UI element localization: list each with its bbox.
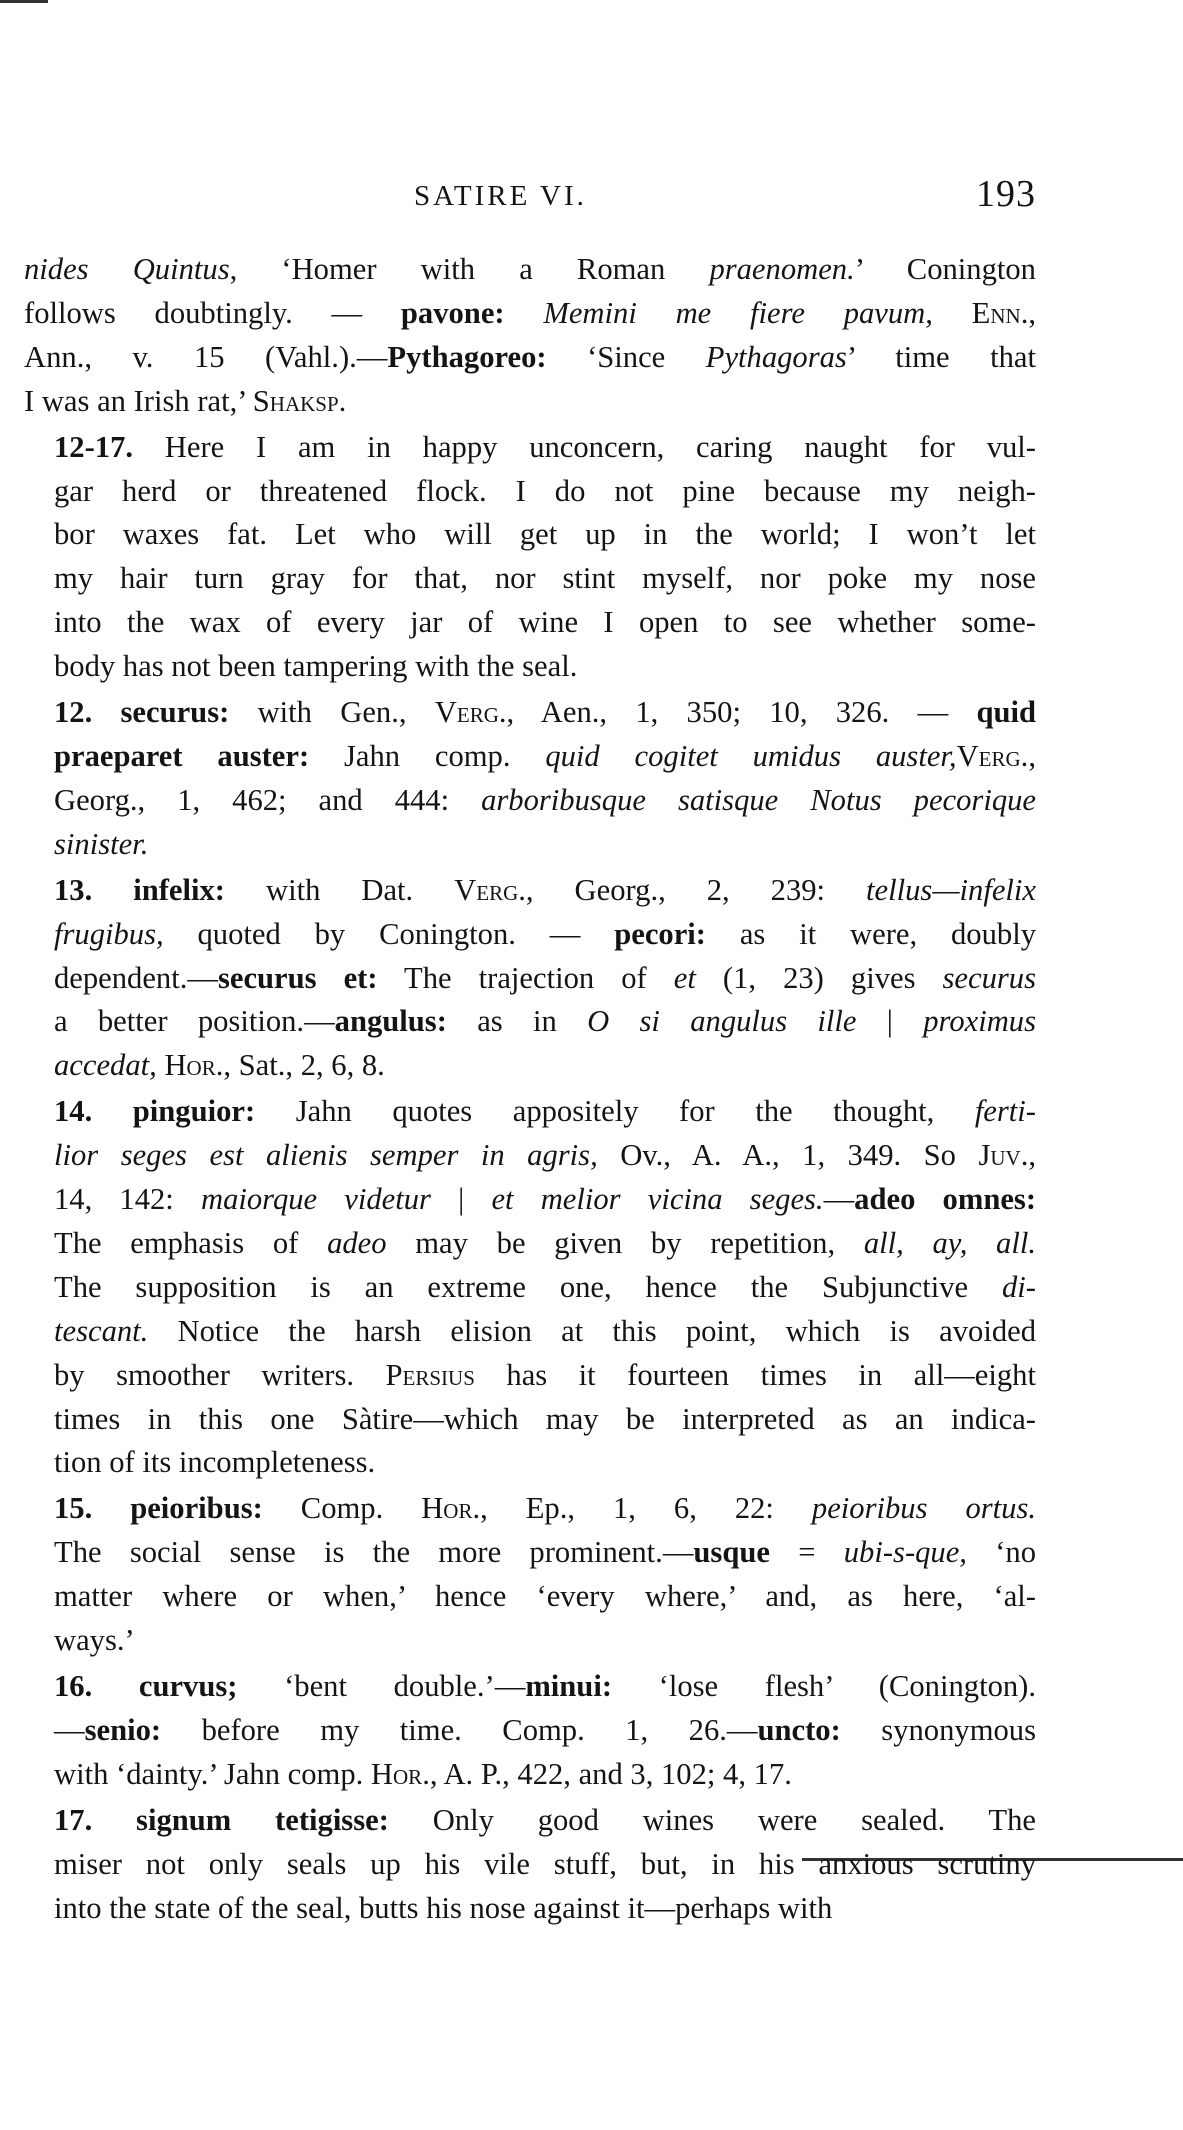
text-run: The emphasis of: [54, 1225, 328, 1260]
italic-quotation: lior seges est alienis semper in agris,: [54, 1138, 598, 1173]
lemma-bold: 12-17.: [54, 429, 134, 464]
lemma-bold: praeparet auster:: [54, 738, 310, 773]
text-line: [24, 1709, 1036, 1753]
text-run: ,: [1028, 1138, 1036, 1173]
paragraph-continued: [24, 248, 1036, 424]
text-run: ,: [1028, 295, 1036, 330]
running-title: SATIRE VI.: [414, 180, 587, 212]
text-run: into the state of the seal, butts his nose against it—perhaps with: [54, 1890, 833, 1925]
italic-quotation: nides Quintus: [24, 252, 230, 286]
text-line: [24, 1044, 1036, 1088]
text-run: before my time. Comp. 1, 26.—: [161, 1712, 758, 1747]
paragraph-note-13: [24, 869, 1036, 1089]
text-run: as it were, doubly: [706, 916, 1036, 951]
text-line: [24, 823, 1036, 867]
text-run: gar herd or threatened flock. I do not pine because my neigh-: [54, 473, 1036, 508]
text-line: [24, 1090, 1036, 1134]
text-line: [24, 1665, 1036, 1709]
text-run: Jahn quotes appositely for the thought,: [255, 1094, 975, 1129]
text-line: [24, 1266, 1036, 1310]
running-head: [24, 173, 1036, 222]
text-line: [24, 645, 1036, 689]
lemma-bold: usque: [693, 1535, 770, 1570]
lemma-bold: 17. signum tetigisse:: [54, 1802, 389, 1837]
author-citation: Shaksp.: [252, 383, 347, 418]
text-line: [24, 601, 1036, 645]
text-line: [24, 426, 1036, 470]
text-run: Georg., 1, 462; and 444:: [54, 782, 482, 817]
text-run: The trajection of: [377, 960, 674, 995]
text-line: [24, 1843, 1036, 1887]
book-page: [24, 0, 1036, 2130]
text-run: (1, 23) gives: [695, 960, 943, 995]
lemma-bold: adeo omnes:: [854, 1182, 1037, 1217]
lemma-bold: angulus:: [334, 1004, 447, 1039]
italic-quotation: di-: [1002, 1269, 1036, 1304]
paragraph-note-17: [24, 1799, 1036, 1931]
text-line: [24, 779, 1036, 823]
text-run: |: [856, 1004, 924, 1039]
text-run: The social sense is the more prominent.—: [54, 1535, 694, 1570]
text-line: [24, 1134, 1036, 1178]
text-run: dependent.—: [54, 960, 218, 995]
text-run: has it fourteen times in all—eight: [474, 1357, 1036, 1392]
author-citation: Hor.: [421, 1491, 481, 1526]
text-run: with Gen.,: [229, 695, 435, 730]
text-line: [24, 380, 1036, 424]
text-run: a better position.—: [54, 1004, 335, 1039]
text-run: as in: [446, 1004, 588, 1039]
text-run: tion of its incompleteness.: [54, 1445, 376, 1480]
author-citation: Verg.: [454, 872, 526, 907]
text-run: body has not been tampering with the seal.: [54, 649, 578, 684]
italic-quotation: et: [673, 960, 696, 995]
text-run: —: [823, 1182, 855, 1217]
italic-quotation: Memini me fiere pavum,: [543, 295, 933, 330]
text-run: my hair turn gray for that, nor stint myself, nor poke my nose: [54, 561, 1036, 596]
lemma-bold: quid: [976, 695, 1036, 730]
paragraph-note-15: [24, 1487, 1036, 1663]
lemma-bold: 12. securus:: [54, 695, 230, 730]
text-run: [505, 296, 544, 330]
text-line: [24, 1178, 1036, 1222]
text-run: , ‘Homer with a Roman: [229, 252, 710, 286]
italic-quotation: proximus: [923, 1004, 1036, 1039]
text-line: [24, 248, 1036, 292]
italic-quotation: all, ay, all.: [863, 1225, 1037, 1260]
text-run: ‘Since: [546, 339, 706, 374]
text-run: bor waxes fat. Let who will get up in the world; I won’t let: [54, 517, 1036, 552]
text-line: [24, 869, 1036, 913]
text-line: [24, 1799, 1036, 1843]
lemma-bold: uncto:: [757, 1712, 841, 1747]
text-run: Only good wines were sealed. The: [388, 1802, 1036, 1837]
text-run: , Ep., 1, 6, 22:: [480, 1491, 812, 1526]
italic-quotation: peioribus ortus.: [811, 1491, 1036, 1526]
paragraph-note-16: [24, 1665, 1036, 1797]
lemma-bold: 15. peioribus:: [54, 1491, 263, 1526]
italic-quotation: arboribusque satisque Notus pecorique: [481, 782, 1037, 817]
text-run: by smoother writers.: [54, 1357, 386, 1392]
text-run: ,: [1028, 738, 1036, 773]
text-run: , Georg., 2, 239:: [525, 872, 867, 907]
text-run: miser not only seals up his vile stuff, but, in his anxious scrutiny: [54, 1846, 1036, 1881]
text-line: [24, 336, 1036, 380]
lemma-bold: pecori:: [614, 916, 706, 951]
author-citation: Enn.: [971, 295, 1029, 330]
text-run: quoted by Conington. —: [163, 916, 615, 951]
text-run: ways.’: [54, 1623, 135, 1658]
text-run: Notice the harsh elision at this point, which is avoided: [148, 1313, 1036, 1348]
text-run: [933, 296, 972, 330]
text-line: [24, 1487, 1036, 1531]
text-run: ‘bent double.’—: [237, 1669, 526, 1703]
paragraph-note-12: [24, 691, 1036, 867]
text-line: [24, 470, 1036, 514]
lemma-bold: Pythagoreo:: [387, 339, 547, 374]
text-line: [24, 1619, 1036, 1663]
text-line: [24, 292, 1036, 336]
text-line: [24, 1531, 1036, 1575]
text-line: [24, 1753, 1036, 1797]
text-run: , Sat., 2, 6, 8.: [223, 1048, 385, 1083]
text-run: , A. P., 422, and 3, 102; 4, 17.: [429, 1756, 792, 1791]
text-line: [24, 957, 1036, 1001]
text-run: —: [54, 1712, 85, 1747]
text-run: matter where or when,’ hence ‘every where,’ and, as here, ‘al-: [54, 1579, 1036, 1614]
text-line: [24, 1575, 1036, 1619]
lemma-bold: senio:: [84, 1712, 162, 1747]
text-line: [24, 735, 1036, 779]
text-run: synonymous: [840, 1712, 1036, 1747]
italic-quotation: adeo: [327, 1225, 387, 1260]
text-run: Ov., A. A., 1, 349. So: [597, 1138, 979, 1173]
italic-quotation: sinister.: [54, 826, 149, 861]
author-citation: Persius: [385, 1357, 475, 1392]
italic-quotation: O si angulus ille: [587, 1004, 857, 1039]
text-line: [24, 1398, 1036, 1442]
text-line: [24, 1354, 1036, 1398]
author-citation: Verg.: [434, 695, 507, 730]
text-run: follows doubtingly. —: [24, 295, 401, 330]
text-line: [24, 691, 1036, 735]
text-run: ‘no: [966, 1535, 1036, 1570]
text-run: with Dat.: [225, 872, 455, 907]
italic-quotation: accedat,: [54, 1048, 157, 1083]
author-citation: Hor.: [370, 1756, 430, 1791]
text-run: Here I am in happy unconcern, caring naught for vul-: [133, 429, 1036, 464]
italic-quotation: tescant.: [54, 1313, 149, 1348]
paragraph-note-12-17: [24, 426, 1036, 689]
text-line: [24, 1310, 1036, 1354]
text-run: may be given by repetition,: [386, 1225, 864, 1260]
text-line: [24, 1887, 1036, 1931]
italic-quotation: praenomen.: [709, 252, 855, 286]
author-citation: Hor.: [164, 1048, 224, 1083]
text-run: ’ time that: [846, 339, 1037, 374]
italic-quotation: maiorque videtur: [200, 1182, 431, 1217]
lemma-bold: securus et:: [217, 960, 378, 995]
paragraph-note-14: [24, 1090, 1036, 1485]
text-line: [24, 913, 1036, 957]
italic-quotation: frugibus,: [54, 916, 164, 951]
text-line: [24, 1000, 1036, 1044]
lemma-bold: 13. infelix:: [54, 872, 225, 907]
text-line: [24, 513, 1036, 557]
italic-quotation: Pythagoras: [705, 339, 847, 374]
text-run: The supposition is an extreme one, hence the Subjunctive: [54, 1269, 1002, 1304]
author-citation: Juv.: [978, 1138, 1029, 1173]
text-run: Jahn comp.: [309, 738, 546, 773]
lemma-bold: 16. curvus;: [54, 1669, 238, 1703]
text-run: ‘lose flesh’ (Conington).: [612, 1669, 1036, 1703]
text-run: into the wax of every jar of wine I open to see whether some-: [54, 605, 1036, 640]
text-run: I was an Irish rat,’: [24, 383, 253, 418]
italic-quotation: ferti-: [974, 1094, 1036, 1129]
italic-quotation: quid cogitet umidus auster,: [545, 738, 957, 773]
commentary-text: [24, 248, 1036, 1930]
lemma-bold: minui:: [525, 1669, 613, 1703]
italic-quotation: tellus—infelix: [866, 872, 1036, 907]
text-run: ’ Conington: [854, 252, 1036, 286]
text-run: times in this one Sàtire—which may be interpreted as an indica-: [54, 1401, 1036, 1436]
text-run: =: [769, 1535, 844, 1570]
italic-quotation: securus: [942, 960, 1036, 995]
text-run: |: [430, 1182, 492, 1217]
text-line: [24, 557, 1036, 601]
italic-quotation: et melior vicina seges.: [491, 1182, 824, 1217]
text-run: Comp.: [262, 1491, 422, 1526]
lemma-bold: 14. pinguior:: [54, 1094, 256, 1129]
italic-quotation: ubi-s-que,: [843, 1535, 967, 1570]
text-run: with ‘dainty.’ Jahn comp.: [54, 1756, 371, 1791]
text-line: [24, 1222, 1036, 1266]
text-run: , Aen., 1, 350; 10, 326. —: [506, 695, 977, 730]
author-citation: Verg.: [956, 738, 1029, 773]
page-number: 193: [976, 173, 1036, 215]
text-run: 14, 142:: [54, 1182, 201, 1217]
lemma-bold: pavone:: [400, 295, 505, 330]
text-line: [24, 1441, 1036, 1485]
text-run: Ann., v. 15 (Vahl.).—: [24, 339, 388, 374]
